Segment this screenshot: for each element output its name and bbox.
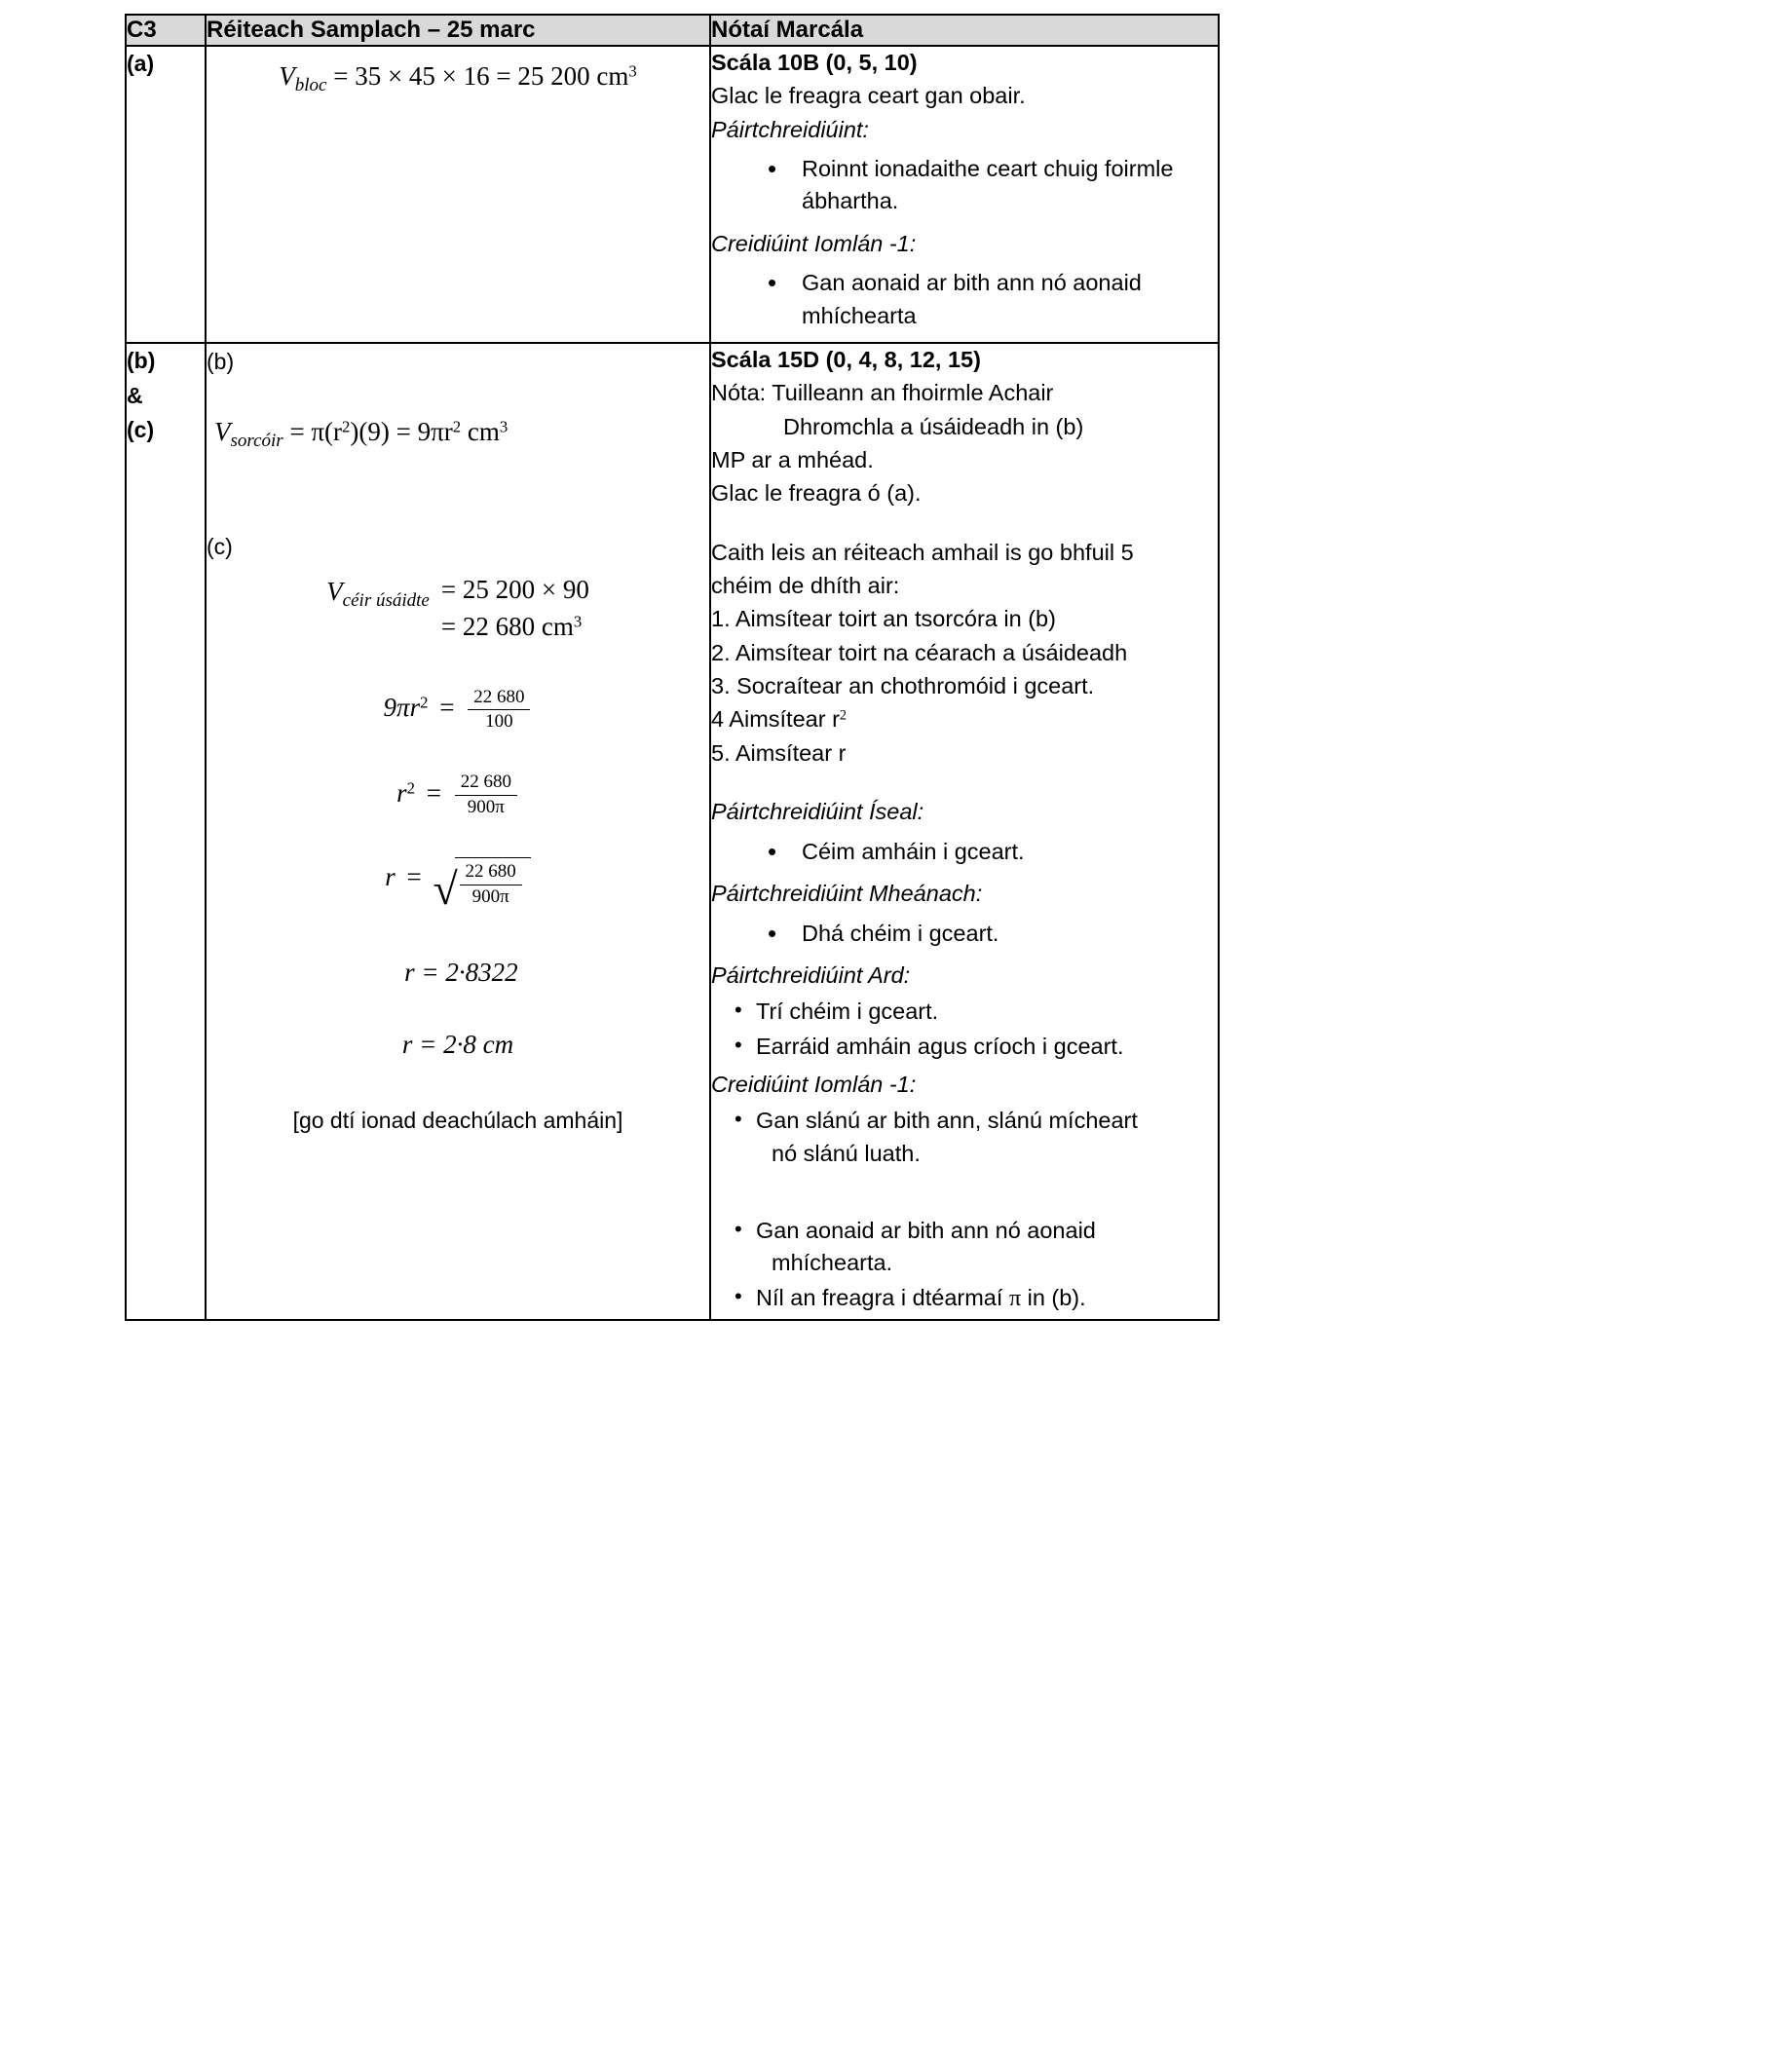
equation-b-unit-exponent: 3 bbox=[499, 417, 509, 436]
mid-partial-list bbox=[711, 918, 1218, 950]
list-item: • Dhá chéim i gceart. bbox=[768, 918, 1218, 950]
scale-label-bc: Scála 15D (0, 4, 8, 12, 15) bbox=[711, 346, 981, 372]
sub-label-b: (b) bbox=[207, 348, 235, 374]
full-credit-heading-bc: Creidiúint Iomlán -1: bbox=[711, 1072, 917, 1097]
equation-b-mid2: )(9) = 9πr bbox=[350, 417, 453, 447]
equation-c2-lhs: 9πr bbox=[383, 693, 421, 723]
full-credit-list-bc-2 bbox=[711, 1215, 1218, 1315]
equation-v-bloc bbox=[207, 47, 709, 99]
equation-b-exponent-2: 2 bbox=[452, 417, 462, 436]
equation-r-squared bbox=[207, 772, 709, 818]
notes-cell-bc bbox=[710, 343, 1219, 1320]
notes-bc-note-line-2: Dhromchla a úsáideadh in (b) bbox=[783, 413, 1084, 439]
part-label-b: (b) bbox=[127, 347, 156, 373]
notes-a-line-1: Glac le freagra ceart gan obair. bbox=[711, 83, 1026, 109]
equation-a-exponent: 3 bbox=[628, 61, 637, 81]
equation-c5: r = 2·8322 bbox=[404, 958, 518, 988]
step-4: 4 Aimsítear r bbox=[711, 706, 840, 733]
high-partial-heading: Páirtchreidiúint Ard: bbox=[711, 961, 911, 988]
full-credit-heading-a: Creidiúint Iomlán -1: bbox=[711, 230, 917, 256]
equation-9pir2 bbox=[207, 687, 709, 734]
equation-a-variable: V bbox=[279, 61, 295, 91]
table-row-part-a bbox=[126, 46, 1219, 343]
fraction-numerator: 22 680 bbox=[460, 861, 522, 885]
marking-scheme-page bbox=[125, 14, 1218, 1321]
notes-bc-note-line-4: Glac le freagra ó (a). bbox=[711, 480, 922, 507]
solution-cell-bc bbox=[206, 343, 710, 1320]
equation-b-mid: = π(r bbox=[289, 417, 343, 447]
square-root-icon: √ $\frac{22 680}{900\pi}$ bbox=[433, 857, 531, 910]
sub-label-c: (c) bbox=[207, 533, 233, 559]
equation-v-ceir-usaidte bbox=[207, 572, 709, 646]
part-label-c: (c) bbox=[127, 417, 155, 443]
header-notes-column: Nótaí Marcála bbox=[710, 15, 1219, 46]
partial-credit-list-a bbox=[711, 153, 1218, 218]
equation-c4-equals: = bbox=[406, 861, 422, 891]
part-label-ampersand: & bbox=[127, 382, 143, 408]
step-1: 1. Aimsítear toirt an tsorcóra in (b) bbox=[711, 606, 1056, 632]
fraction-under-radical bbox=[460, 861, 522, 908]
notes-cell-a bbox=[710, 46, 1219, 343]
list-item bbox=[735, 1215, 1218, 1280]
list-item: • Roinnt ionadaithe ceart chuig foirmle ábhartha. bbox=[768, 153, 1218, 218]
equation-a-subscript: bloc bbox=[294, 75, 327, 96]
list-item: • Trí chéim i gceart. bbox=[735, 996, 1218, 1028]
list-item: • Céim amháin i gceart. bbox=[768, 836, 1218, 868]
step-3: 3. Socraítear an chothromóid i gceart. bbox=[711, 673, 1095, 699]
list-item: • Gan aonaid ar bith ann nó aonaid mhíchearta bbox=[768, 267, 1218, 332]
step-2: 2. Aimsítear toirt na céarach a úsáideadh bbox=[711, 639, 1128, 665]
fraction-numerator: 22 680 bbox=[468, 687, 530, 710]
rounding-note: [go dtí ionad deachúlach amháin] bbox=[292, 1108, 623, 1134]
steps-intro-line-2: chéim de dhíth air: bbox=[711, 573, 900, 599]
marking-scheme-table bbox=[125, 14, 1220, 1321]
high-partial-list bbox=[711, 996, 1218, 1063]
step-4-wrapper bbox=[711, 703, 1218, 736]
equation-c1-subscript: céir úsáidte bbox=[342, 590, 430, 611]
fraction-22680-over-100 bbox=[468, 687, 530, 734]
full-credit-bc-3-post: in (b). bbox=[1021, 1284, 1086, 1310]
steps-intro-line-1: Caith leis an réiteach amhail is go bhfuil 5 bbox=[711, 539, 1134, 565]
full-credit-list-bc-1 bbox=[711, 1105, 1218, 1170]
partial-credit-heading-a: Páirtchreidiúint: bbox=[711, 116, 869, 142]
fraction-numerator: 22 680 bbox=[455, 772, 517, 795]
equation-c2-lhs-exponent: 2 bbox=[420, 693, 429, 712]
full-credit-bc-2-line-1: Gan aonaid ar bith ann nó aonaid bbox=[756, 1218, 1096, 1244]
equation-c4-lhs: r bbox=[385, 861, 396, 891]
equation-a-expression: = 35 × 45 × 16 = 25 200 cm bbox=[333, 61, 629, 91]
step-5: 5. Aimsítear r bbox=[711, 740, 847, 767]
list-item: • Earráid amháin agus críoch i gceart. bbox=[735, 1031, 1218, 1063]
table-header-row bbox=[126, 15, 1219, 46]
fraction-denominator: 900π bbox=[467, 796, 505, 817]
equation-r-sqrt bbox=[207, 857, 709, 915]
full-credit-bc-2-line-2: mhíchearta. bbox=[772, 1250, 893, 1276]
scale-label-a: Scála 10B (0, 5, 10) bbox=[711, 50, 918, 75]
equation-c6: r = 2·8 cm bbox=[401, 1030, 514, 1060]
low-partial-list bbox=[711, 836, 1218, 868]
equation-c1-variable: V bbox=[326, 576, 343, 606]
list-item bbox=[735, 1282, 1218, 1315]
notes-bc-note-line-3: MP ar a mhéad. bbox=[711, 446, 874, 472]
fraction-denominator: 900π bbox=[471, 885, 509, 907]
equation-c3-lhs-exponent: 2 bbox=[406, 778, 415, 798]
fraction-denominator: 100 bbox=[485, 710, 513, 732]
fraction-22680-over-900pi bbox=[455, 772, 517, 818]
equation-c1-rhs-line-2: = 22 680 cm bbox=[440, 611, 574, 641]
equation-r-value-rounded bbox=[207, 1027, 709, 1064]
equation-c3-lhs: r bbox=[396, 778, 407, 809]
equation-b-subscript: sorcóir bbox=[230, 431, 283, 452]
equation-c3-equals: = bbox=[426, 778, 441, 809]
equation-b-unit: cm bbox=[467, 417, 500, 447]
mid-partial-heading: Páirtchreidiúint Mheánach: bbox=[711, 881, 983, 907]
equation-r-value-full bbox=[207, 955, 709, 992]
table-row-part-bc bbox=[126, 343, 1219, 1320]
low-partial-heading: Páirtchreidiúint Íseal: bbox=[711, 799, 924, 825]
notes-bc-note-line-1: Nóta: Tuilleann an fhoirmle Achair bbox=[711, 380, 1054, 406]
equation-c1-rhs-line-2-exponent: 3 bbox=[573, 612, 583, 631]
full-credit-bc-3-pi: π bbox=[1008, 1285, 1022, 1311]
equation-v-sorcoir bbox=[207, 414, 709, 455]
full-credit-list-a bbox=[711, 267, 1218, 332]
equation-c1-rhs-line-1: = 25 200 × 90 bbox=[440, 574, 589, 604]
equation-b-r-exponent: 2 bbox=[342, 417, 351, 436]
full-credit-bc-1-line-2: nó slánú luath. bbox=[772, 1140, 921, 1166]
part-label-a: (a) bbox=[126, 46, 206, 343]
list-item bbox=[735, 1105, 1218, 1170]
header-question-code: C3 bbox=[126, 15, 206, 46]
equation-b-variable: V bbox=[214, 417, 231, 447]
solution-cell-a bbox=[206, 46, 710, 343]
step-4-exponent: 2 bbox=[839, 708, 848, 725]
full-credit-bc-1-line-1: Gan slánú ar bith ann, slánú mícheart bbox=[756, 1108, 1138, 1134]
full-credit-bc-3-pre: Níl an freagra i dtéarmaí bbox=[756, 1284, 1009, 1310]
header-solution-column: Réiteach Samplach – 25 marc bbox=[206, 15, 710, 46]
equation-c2-equals: = bbox=[439, 693, 455, 723]
part-label-bc bbox=[126, 343, 206, 1320]
